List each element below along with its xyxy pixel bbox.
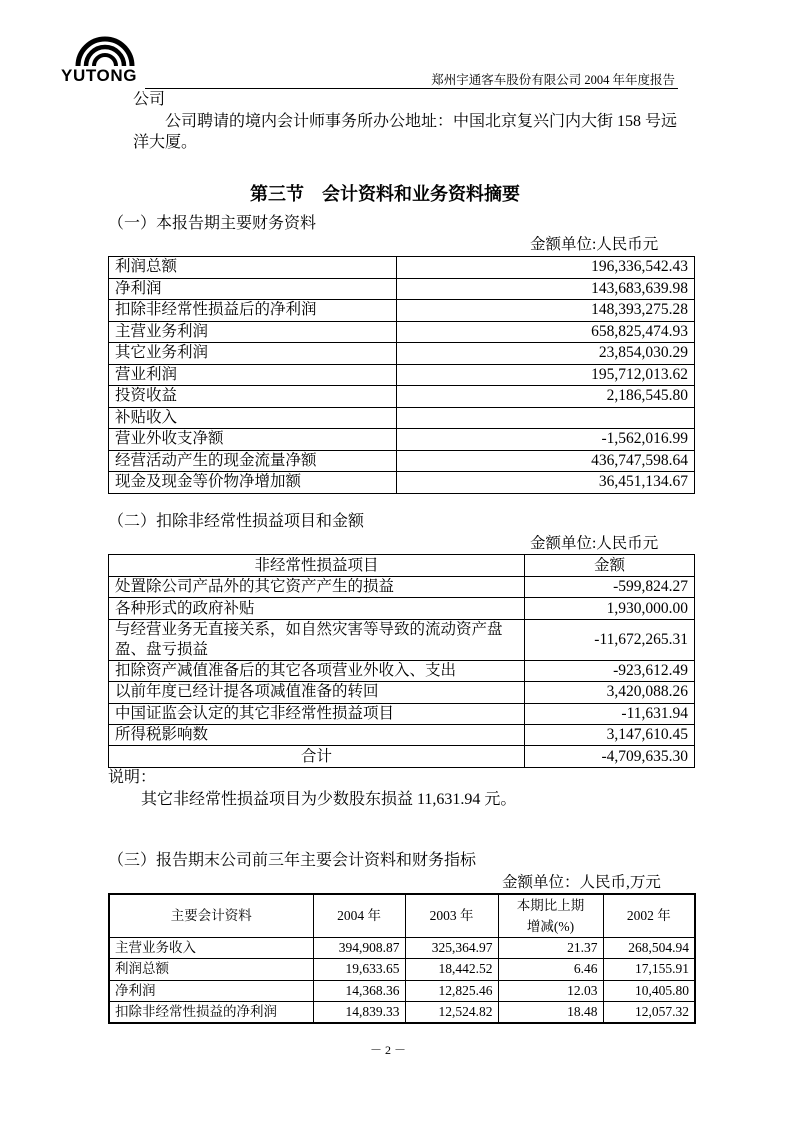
page-number: － 2 －: [369, 1043, 406, 1057]
table-header-row: [109, 555, 695, 577]
item-label: 扣除非经常性损益后的净利润: [109, 300, 397, 322]
item-value: -11,631.94: [525, 703, 695, 724]
item-label: 营业利润: [109, 364, 397, 386]
part1-unit: 金额单位:人民币元: [530, 236, 659, 253]
part2-heading: （二）扣除非经常性损益项目和金额: [108, 513, 365, 530]
column-header-item: 主要会计资料: [109, 894, 313, 938]
table-row: [109, 980, 695, 1001]
non-recurring-items-table: [108, 554, 695, 768]
logo-arc-inner: [94, 55, 116, 66]
main-financial-table: [108, 256, 695, 494]
table-row: [109, 364, 695, 386]
table-row: [109, 386, 695, 408]
table-row: [109, 472, 695, 494]
table-row: [109, 703, 695, 724]
item-label: 主营业务利润: [109, 321, 397, 343]
item-value: 658,825,474.93: [397, 321, 695, 343]
column-header-change-line: 增减(%): [526, 919, 575, 934]
item-label: 营业外收支净额: [109, 429, 397, 451]
value-2004: 14,839.33: [313, 1001, 405, 1023]
table-header-row: [109, 894, 695, 938]
item-label: 扣除非经常性损益的净利润: [109, 1001, 313, 1023]
item-value: -11,672,265.31: [525, 619, 695, 660]
item-value: 3,420,088.26: [525, 682, 695, 703]
item-label: 经营活动产生的现金流量净额: [109, 450, 397, 472]
item-label: 投资收益: [109, 386, 397, 408]
item-label: 各种形式的政府补贴: [109, 598, 525, 619]
value-2002: 10,405.80: [603, 980, 695, 1001]
item-label: 中国证监会认定的其它非经常性损益项目: [109, 703, 525, 724]
item-value: 2,186,545.80: [397, 386, 695, 408]
item-value: -923,612.49: [525, 660, 695, 681]
item-label: 所得税影响数: [109, 724, 525, 745]
value-2003: 12,825.46: [405, 980, 498, 1001]
item-value: [397, 407, 695, 429]
table-row: [109, 1001, 695, 1023]
table-row: [109, 278, 695, 300]
part3-heading: （三）报告期末公司前三年主要会计资料和财务指标: [108, 852, 477, 869]
value-change: 6.46: [498, 959, 603, 980]
table-row: [109, 598, 695, 619]
table-row: [109, 577, 695, 598]
table-row: [109, 429, 695, 451]
value-2004: 19,633.65: [313, 959, 405, 980]
column-header-item: 非经常性损益项目: [109, 555, 525, 577]
total-value: -4,709,635.30: [525, 746, 695, 767]
table-row: [109, 682, 695, 703]
value-2004: 14,368.36: [313, 980, 405, 1001]
table-total-row: [109, 746, 695, 767]
table-row: [109, 660, 695, 681]
table-row: [109, 959, 695, 980]
item-label-line: 与经营业务无直接关系，如自然灾害等导致的流动资产盘: [115, 620, 503, 638]
value-change: 12.03: [498, 980, 603, 1001]
value-2002: 17,155.91: [603, 959, 695, 980]
item-label-line: 盈、盘亏损益: [115, 640, 209, 658]
table-row: [109, 257, 695, 279]
item-value: 36,451,134.67: [397, 472, 695, 494]
item-value: 23,854,030.29: [397, 343, 695, 365]
report-header-title: 郑州宇通客车股份有限公司 2004 年年度报告: [431, 73, 675, 87]
part1-heading: （一）本报告期主要财务资料: [108, 215, 317, 232]
value-2003: 18,442.52: [405, 959, 498, 980]
three-year-summary-table: [108, 893, 696, 1024]
value-2003: 325,364.97: [405, 938, 498, 959]
column-header-2002: 2002 年: [603, 894, 695, 938]
item-value: 195,712,013.62: [397, 364, 695, 386]
item-label: 以前年度已经计提各项减值准备的转回: [109, 682, 525, 703]
column-header-change-line: 本期比上期: [516, 898, 585, 913]
logo-wordmark: YUTONG: [61, 66, 138, 85]
item-value: -599,824.27: [525, 577, 695, 598]
intro-line: 洋大厦。: [133, 134, 198, 151]
table-row: [109, 724, 695, 745]
intro-line: 公司: [133, 91, 166, 108]
note-label: 说明：: [108, 769, 157, 786]
value-2003: 12,524.82: [405, 1001, 498, 1023]
table-row: [109, 450, 695, 472]
table-row: [109, 343, 695, 365]
item-value: -1,562,016.99: [397, 429, 695, 451]
part2-unit: 金额单位:人民币元: [530, 535, 659, 552]
note-text: 其它非经常性损益项目为少数股东损益 11,631.94 元。: [141, 791, 517, 808]
value-2004: 394,908.87: [313, 938, 405, 959]
column-header-amount: 金额: [525, 555, 695, 577]
section-title: 第三节 会计资料和业务资料摘要: [250, 184, 520, 204]
item-label: 扣除资产减值准备后的其它各项营业外收入、支出: [109, 660, 525, 681]
intro-line: 公司聘请的境内会计师事务所办公地址：中国北京复兴门内大街 158 号远: [165, 113, 678, 130]
table-row: [109, 300, 695, 322]
column-header-2003: 2003 年: [405, 894, 498, 938]
table-row: [109, 938, 695, 959]
column-header-change: [498, 894, 603, 938]
value-change: 21.37: [498, 938, 603, 959]
item-label: 现金及现金等价物净增加额: [109, 472, 397, 494]
table-row: [109, 619, 695, 660]
yutong-logo-icon: [74, 35, 136, 67]
item-label: 其它业务利润: [109, 343, 397, 365]
item-label: 主营业务收入: [109, 938, 313, 959]
item-label: 利润总额: [109, 959, 313, 980]
item-label: 补贴收入: [109, 407, 397, 429]
item-label: [109, 619, 525, 660]
column-header-2004: 2004 年: [313, 894, 405, 938]
total-label: 合计: [109, 746, 525, 767]
header-divider: [145, 88, 678, 89]
item-value: 143,683,639.98: [397, 278, 695, 300]
value-2002: 12,057.32: [603, 1001, 695, 1023]
item-label: 利润总额: [109, 257, 397, 279]
item-value: 436,747,598.64: [397, 450, 695, 472]
item-value: 1,930,000.00: [525, 598, 695, 619]
item-value: 196,336,542.43: [397, 257, 695, 279]
item-value: 3,147,610.45: [525, 724, 695, 745]
item-label: 净利润: [109, 980, 313, 1001]
table-row: [109, 321, 695, 343]
table-row: [109, 407, 695, 429]
value-change: 18.48: [498, 1001, 603, 1023]
value-2002: 268,504.94: [603, 938, 695, 959]
part3-unit: 金额单位：人民币,万元: [502, 874, 661, 891]
item-label: 净利润: [109, 278, 397, 300]
item-label: 处置除公司产品外的其它资产产生的损益: [109, 577, 525, 598]
item-value: 148,393,275.28: [397, 300, 695, 322]
